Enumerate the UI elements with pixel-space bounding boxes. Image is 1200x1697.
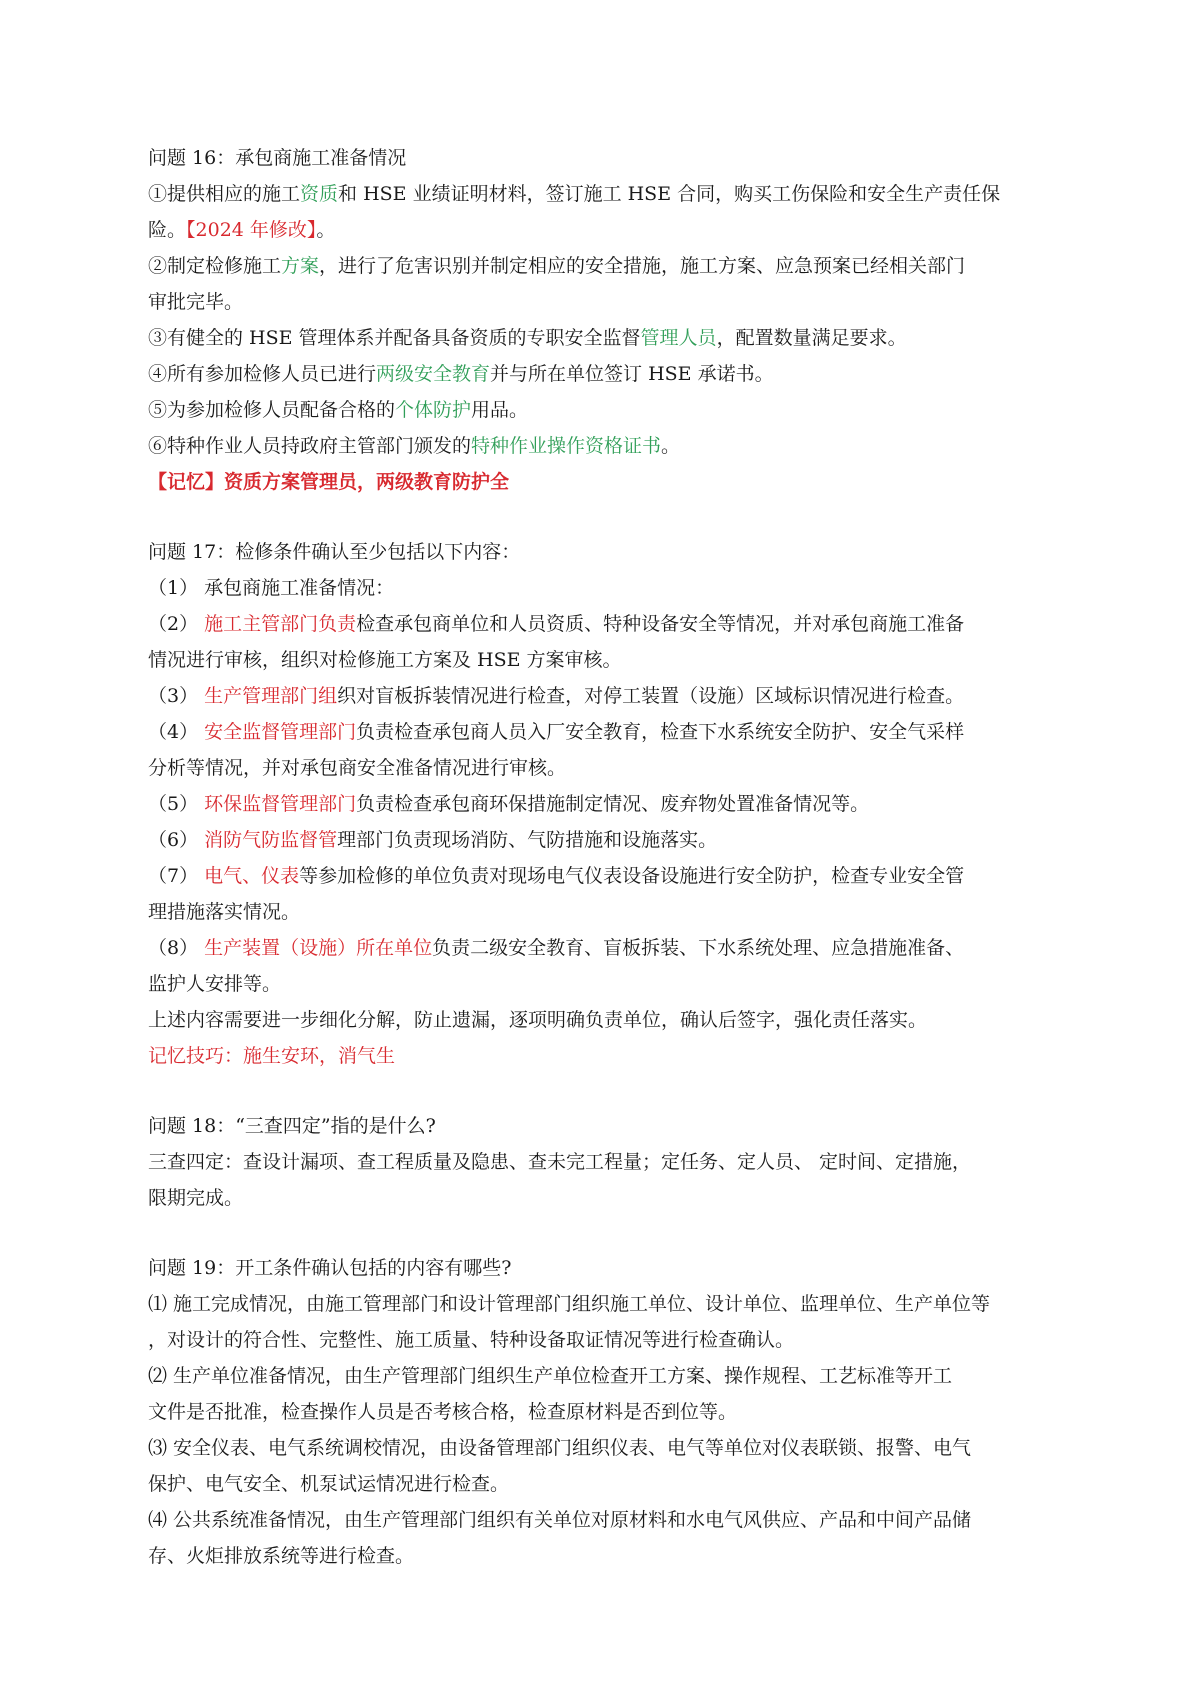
- text-line: [148, 392, 1068, 428]
- text-line: [148, 966, 1068, 1002]
- question-section: [148, 1108, 1068, 1216]
- text-segment: 并与所在单位签订 HSE 承诺书。: [490, 363, 774, 385]
- text-segment: 等参加检修的单位负责对现场电气仪表设备设施进行安全防护，检查专业安全管: [299, 865, 965, 887]
- text-segment: 负责二级安全教育、盲板拆装、下水系统处理、应急措施准备、: [432, 937, 965, 959]
- text-segment: 监护人安排等。: [148, 973, 282, 995]
- text-line: [148, 678, 1068, 714]
- highlight-red-text: 消防气防监督管: [204, 829, 338, 851]
- text-line: [148, 894, 1068, 930]
- question-title: 问题 17：检修条件确认至少包括以下内容：: [148, 541, 521, 563]
- text-segment: ，对设计的符合性、完整性、施工质量、特种设备取证情况等进行检查确认。: [148, 1329, 795, 1351]
- text-segment: ⑶ 安全仪表、电气系统调校情况，由设备管理部门组织仪表、电气等单位对仪表联锁、报警、电气: [148, 1437, 972, 1459]
- document-page: [148, 140, 1068, 1574]
- text-line: [148, 858, 1068, 894]
- question-title: 问题 16：承包商施工准备情况: [148, 147, 407, 169]
- text-segment: ，进行了危害识别并制定相应的安全措施，施工方案、应急预案已经相关部门: [319, 255, 966, 277]
- text-line: [148, 212, 1068, 248]
- text-segment: 。: [316, 219, 336, 241]
- text-segment: ，配置数量满足要求。: [716, 327, 907, 349]
- question-title: 问题 19：开工条件确认包括的内容有哪些?: [148, 1257, 512, 1279]
- text-segment: 分析等情况，并对承包商安全准备情况进行审核。: [148, 757, 567, 779]
- text-segment: （1） 承包商施工准备情况：: [148, 577, 395, 599]
- text-segment: 情况进行审核，组织对检修施工方案及 HSE 方案审核。: [148, 649, 622, 671]
- highlight-green-text: 个体防护: [395, 399, 472, 421]
- text-segment: 审批完毕。: [148, 291, 244, 313]
- question-section: [148, 1250, 1068, 1574]
- text-segment: （2）: [148, 613, 205, 635]
- text-segment: 理部门负责现场消防、气防措施和设施落实。: [337, 829, 718, 851]
- highlight-green-text: 管理人员: [640, 327, 717, 349]
- section-spacer: [148, 500, 1068, 534]
- text-segment: 检查承包商单位和人员资质、特种设备安全等情况，并对承包商施工准备: [356, 613, 965, 635]
- text-segment: 三查四定：查设计漏项、查工程质量及隐患、查未完工程量；定任务、定人员、 定时间、定措施，: [148, 1151, 972, 1173]
- text-segment: ⑴ 施工完成情况，由施工管理部门和设计管理部门组织施工单位、设计单位、监理单位、生产单位等: [148, 1293, 991, 1315]
- question-section: [148, 140, 1068, 500]
- text-line: [148, 428, 1068, 464]
- text-segment: （3）: [148, 685, 205, 707]
- text-segment: ④所有参加检修人员已进行: [148, 363, 377, 385]
- text-line: [148, 714, 1068, 750]
- text-segment: （5）: [148, 793, 205, 815]
- highlight-green-text: 两级安全教育: [376, 363, 491, 385]
- highlight-red-text: 生产装置（设施）所在单位: [204, 937, 433, 959]
- text-line: [148, 642, 1068, 678]
- text-line: [148, 1394, 1068, 1430]
- text-segment: 理措施落实情况。: [148, 901, 301, 923]
- text-segment: （4）: [148, 721, 205, 743]
- text-line: [148, 606, 1068, 642]
- text-segment: 负责检查承包商环保措施制定情况、废弃物处置准备情况等。: [356, 793, 870, 815]
- text-segment: 用品。: [471, 399, 529, 421]
- text-line: [148, 1322, 1068, 1358]
- text-line: [148, 284, 1068, 320]
- text-line: [148, 356, 1068, 392]
- text-segment: 和 HSE 业绩证明材料，签订施工 HSE 合同，购买工伤保险和安全生产责任保: [338, 183, 1001, 205]
- section-spacer: [148, 1216, 1068, 1250]
- text-segment: 负责检查承包商人员入厂安全教育，检查下水系统安全防护、安全气采样: [356, 721, 965, 743]
- text-line: [148, 786, 1068, 822]
- text-segment: 。: [661, 435, 681, 457]
- text-line: [148, 1430, 1068, 1466]
- section-spacer: [148, 1074, 1068, 1108]
- text-segment: ⑤为参加检修人员配备合格的: [148, 399, 396, 421]
- text-segment: 限期完成。: [148, 1187, 244, 1209]
- text-line: [148, 1144, 1068, 1180]
- text-segment: ②制定检修施工: [148, 255, 282, 277]
- text-segment: 险。: [148, 219, 187, 241]
- text-segment: 文件是否批准，检查操作人员是否考核合格，检查原材料是否到位等。: [148, 1401, 738, 1423]
- text-line: [148, 1038, 1068, 1074]
- highlight-red-text: 【记忆】资质方案管理员，两级教育防护全: [148, 471, 510, 493]
- highlight-red-text: 【2024 年修改】: [186, 219, 317, 241]
- highlight-red-text: 安全监督管理部门: [204, 721, 357, 743]
- question-section: [148, 534, 1068, 1074]
- text-segment: ③有健全的 HSE 管理体系并配备具备资质的专职安全监督: [148, 327, 641, 349]
- text-segment: 织对盲板拆装情况进行检查，对停工装置（设施）区域标识情况进行检查。: [337, 685, 965, 707]
- text-line: [148, 1002, 1068, 1038]
- text-segment: （7）: [148, 865, 205, 887]
- highlight-red-text: 施工主管部门负责: [204, 613, 357, 635]
- text-segment: ⑵ 生产单位准备情况，由生产管理部门组织生产单位检查开工方案、操作规程、工艺标准等开工: [148, 1365, 953, 1387]
- text-segment: （6）: [148, 829, 205, 851]
- text-segment: （8）: [148, 937, 205, 959]
- text-line: [148, 464, 1068, 500]
- text-line: [148, 822, 1068, 858]
- text-line: [148, 750, 1068, 786]
- text-segment: ⑥特种作业人员持政府主管部门颁发的: [148, 435, 472, 457]
- text-line: [148, 1502, 1068, 1538]
- highlight-red-text: 电气、仪表: [204, 865, 300, 887]
- highlight-green-text: 资质: [300, 183, 339, 205]
- text-line: [148, 1538, 1068, 1574]
- text-segment: ⑷ 公共系统准备情况，由生产管理部门组织有关单位对原材料和水电气风供应、产品和中间产品储: [148, 1509, 972, 1531]
- highlight-red-text: 环保监督管理部门: [204, 793, 357, 815]
- text-line: [148, 176, 1068, 212]
- text-line: [148, 570, 1068, 606]
- text-line: [148, 320, 1068, 356]
- text-segment: 上述内容需要进一步细化分解，防止遗漏，逐项明确负责单位，确认后签字，强化责任落实。: [148, 1009, 928, 1031]
- text-line: [148, 1466, 1068, 1502]
- text-line: [148, 1180, 1068, 1216]
- text-segment: 保护、电气安全、机泵试运情况进行检查。: [148, 1473, 510, 1495]
- question-title: 问题 18：“三查四定”指的是什么?: [148, 1115, 436, 1137]
- highlight-red-text: 生产管理部门组: [204, 685, 338, 707]
- highlight-green-text: 方案: [281, 255, 320, 277]
- text-line: [148, 248, 1068, 284]
- text-line: [148, 1358, 1068, 1394]
- text-segment: ①提供相应的施工: [148, 183, 301, 205]
- highlight-green-text: 特种作业操作资格证书: [471, 435, 662, 457]
- text-segment: 存、火炬排放系统等进行检查。: [148, 1545, 415, 1567]
- text-line: [148, 1286, 1068, 1322]
- text-line: [148, 930, 1068, 966]
- highlight-red-text: 记忆技巧：施生安环，消气生: [148, 1045, 396, 1067]
